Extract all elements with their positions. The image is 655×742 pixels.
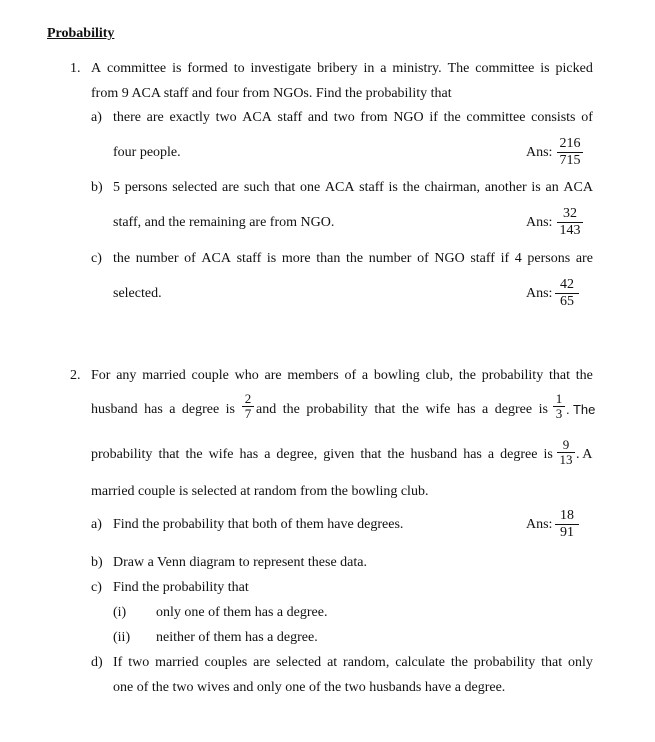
- q2a-answer-fraction: [555, 509, 579, 540]
- word: consists: [531, 110, 576, 125]
- word: if: [500, 251, 510, 266]
- q2-number: 2.: [70, 368, 81, 383]
- word: and: [256, 402, 277, 417]
- q1c-answer-fraction: [555, 278, 579, 309]
- word: from: [360, 110, 388, 125]
- frac3-den: 13: [559, 452, 573, 467]
- word: is: [266, 251, 277, 266]
- word: two: [215, 110, 237, 125]
- q1-stem-line1: [91, 61, 593, 77]
- word: at: [327, 655, 338, 670]
- word: probability: [481, 368, 544, 383]
- word: NGO: [393, 110, 424, 125]
- word: degree,: [276, 447, 318, 462]
- word: to: [233, 61, 245, 76]
- word: has: [144, 402, 163, 417]
- word: is: [538, 402, 548, 417]
- word: staff: [277, 110, 303, 125]
- word: probability: [473, 655, 536, 670]
- q1b-label: b): [91, 180, 103, 195]
- q2-line2-part1: [91, 402, 235, 418]
- word: a: [361, 368, 369, 383]
- word: NGO: [434, 251, 465, 266]
- word: is: [388, 180, 398, 195]
- word: club,: [425, 368, 454, 383]
- word: the: [185, 447, 203, 462]
- word: of: [417, 251, 429, 266]
- word: that: [274, 180, 296, 195]
- q1-stem-line2: from 9 ACA staff and four from NGOs. Find the probability that: [91, 86, 452, 101]
- q1b-answer-fraction: [557, 207, 583, 238]
- word: persons: [124, 180, 168, 195]
- q1b-ans-den: 143: [559, 223, 581, 238]
- word: a: [482, 402, 489, 417]
- word: are: [222, 180, 240, 195]
- word: ministry.: [392, 61, 442, 76]
- word: the: [443, 110, 461, 125]
- word: the: [450, 655, 468, 670]
- word: committee: [107, 61, 167, 76]
- word: members: [287, 368, 339, 383]
- word: the: [113, 251, 131, 266]
- word: picked: [555, 61, 593, 76]
- word: committee: [466, 110, 526, 125]
- word: the: [458, 368, 476, 383]
- word: probability: [91, 447, 153, 462]
- word: number: [135, 251, 179, 266]
- word: 5: [113, 180, 120, 195]
- word: any: [116, 368, 137, 383]
- word: given: [323, 447, 355, 462]
- word: of: [581, 110, 593, 125]
- frac3-num: 9: [562, 437, 570, 452]
- word: who: [234, 368, 259, 383]
- word: degree: [181, 402, 220, 417]
- word: ACA: [201, 251, 231, 266]
- word: The: [447, 61, 470, 76]
- q2a-ans-den: 91: [560, 525, 574, 540]
- word: only: [567, 655, 593, 670]
- word: that: [360, 447, 382, 462]
- word: the: [401, 402, 419, 417]
- q2-line2-end: . The: [566, 402, 596, 417]
- q2-line4: married couple is selected at random from the bowling club.: [91, 484, 429, 499]
- word: is: [540, 61, 550, 76]
- q1c-line2: selected.: [113, 286, 162, 301]
- word: of: [184, 251, 196, 266]
- word: couples: [204, 655, 248, 670]
- q2-line3-end: . A: [576, 447, 593, 462]
- word: and: [307, 110, 329, 125]
- word: committee: [475, 61, 535, 76]
- word: is: [172, 61, 182, 76]
- q1a-ans-label: Ans:: [526, 145, 553, 160]
- word: has: [239, 447, 259, 462]
- word: staff: [236, 251, 262, 266]
- q1a-ans-den: 715: [559, 153, 581, 168]
- q2-fraction-1-3: [553, 393, 565, 420]
- q1a-label: a): [91, 110, 102, 125]
- q2c-text: Find the probability that: [113, 580, 249, 595]
- page-title: Probability: [47, 26, 115, 41]
- word: For: [91, 368, 111, 383]
- q1c-line1: [113, 251, 593, 267]
- q2c-i-text: only one of them has a degree.: [156, 605, 328, 620]
- q2d-line1: [113, 655, 593, 671]
- q1a-answer-fraction: [557, 137, 583, 168]
- word: the: [387, 447, 405, 462]
- word: the: [345, 251, 364, 266]
- q2c-ii-label: (ii): [113, 630, 131, 645]
- q2d-label: d): [91, 655, 103, 670]
- q1c-ans-den: 65: [560, 294, 574, 309]
- q1b-line1: [113, 180, 593, 196]
- word: are: [264, 368, 282, 383]
- word: are: [575, 251, 593, 266]
- word: two: [333, 110, 355, 125]
- word: has: [463, 447, 482, 462]
- word: probability: [306, 402, 368, 417]
- word: calculate: [395, 655, 445, 670]
- q1a-ans-num: 216: [559, 136, 581, 151]
- word: a: [264, 447, 271, 462]
- word: that: [548, 368, 570, 383]
- word: If: [113, 655, 123, 670]
- word: staff: [470, 251, 495, 266]
- q2a-ans-label: Ans:: [526, 517, 553, 532]
- q2c-i-label: (i): [113, 605, 127, 620]
- word: two: [128, 655, 150, 670]
- word: there: [113, 110, 141, 125]
- q2-fraction-2-7: [242, 393, 254, 420]
- word: married: [155, 655, 199, 670]
- word: chairman,: [424, 180, 480, 195]
- word: such: [243, 180, 270, 195]
- word: is: [225, 402, 235, 417]
- word: another: [484, 180, 527, 195]
- word: random,: [343, 655, 390, 670]
- frac1-num: 2: [244, 391, 252, 406]
- word: the: [282, 402, 300, 417]
- word: number: [368, 251, 412, 266]
- q1b-ans-num: 32: [563, 206, 577, 221]
- word: one: [299, 180, 321, 195]
- word: in: [363, 61, 375, 76]
- word: investigate: [250, 61, 312, 76]
- word: ACA: [242, 110, 272, 125]
- word: are: [146, 110, 164, 125]
- frac1-den: 7: [244, 406, 252, 421]
- word: has: [456, 402, 476, 417]
- q2-line2-part2: [256, 402, 548, 418]
- q2d-line2: one of the two wives and only one of the two husbands have a degree.: [113, 680, 506, 695]
- word: a: [380, 61, 387, 76]
- word: husband: [91, 402, 138, 417]
- word: bowling: [373, 368, 420, 383]
- word: than: [316, 251, 341, 266]
- word: ACA: [324, 180, 355, 195]
- word: degree: [500, 447, 538, 462]
- word: a: [487, 447, 495, 462]
- frac2-den: 3: [555, 406, 563, 421]
- word: an: [545, 180, 559, 195]
- q2-line1: [91, 368, 593, 384]
- word: are: [253, 655, 271, 670]
- word: that: [541, 655, 563, 670]
- q2a-ans-num: 18: [560, 508, 574, 523]
- q1a-line2: four people.: [113, 145, 181, 160]
- word: exactly: [169, 110, 210, 125]
- word: selected: [276, 655, 322, 670]
- word: a: [169, 402, 176, 417]
- word: is: [531, 180, 541, 195]
- word: bribery: [317, 61, 358, 76]
- word: is: [543, 447, 553, 462]
- q1a-line1: [113, 110, 593, 126]
- word: degree: [494, 402, 533, 417]
- q2c-ii-text: neither of them has a degree.: [156, 630, 318, 645]
- word: the: [575, 368, 593, 383]
- q2c-label: c): [91, 580, 102, 595]
- word: A: [91, 61, 102, 76]
- q2-line3-part1: [91, 447, 553, 463]
- word: selected: [172, 180, 218, 195]
- frac2-num: 1: [555, 391, 563, 406]
- q1c-ans-label: Ans:: [526, 286, 553, 301]
- word: the: [402, 180, 420, 195]
- word: of: [344, 368, 357, 383]
- q1c-ans-num: 42: [560, 277, 574, 292]
- q1-number: 1.: [70, 61, 81, 76]
- word: couple: [191, 368, 229, 383]
- word: if: [429, 110, 438, 125]
- word: wife: [425, 402, 451, 417]
- q2b-label: b): [91, 555, 103, 570]
- word: that: [158, 447, 180, 462]
- q2a-label: a): [91, 517, 102, 532]
- word: persons: [527, 251, 571, 266]
- word: 4: [514, 251, 522, 266]
- q1b-ans-label: Ans:: [526, 215, 553, 230]
- word: staff: [359, 180, 384, 195]
- q2a-text: Find the probability that both of them have degrees.: [113, 517, 404, 532]
- q1b-line2: staff, and the remaining are from NGO.: [113, 215, 335, 230]
- q1c-label: c): [91, 251, 102, 266]
- word: formed: [187, 61, 228, 76]
- word: husband: [410, 447, 458, 462]
- word: married: [142, 368, 186, 383]
- word: more: [281, 251, 311, 266]
- word: wife: [208, 447, 234, 462]
- q2b-text: Draw a Venn diagram to represent these data.: [113, 555, 367, 570]
- word: ACA: [563, 180, 593, 195]
- q2-fraction-9-13: [557, 439, 575, 466]
- word: that: [374, 402, 396, 417]
